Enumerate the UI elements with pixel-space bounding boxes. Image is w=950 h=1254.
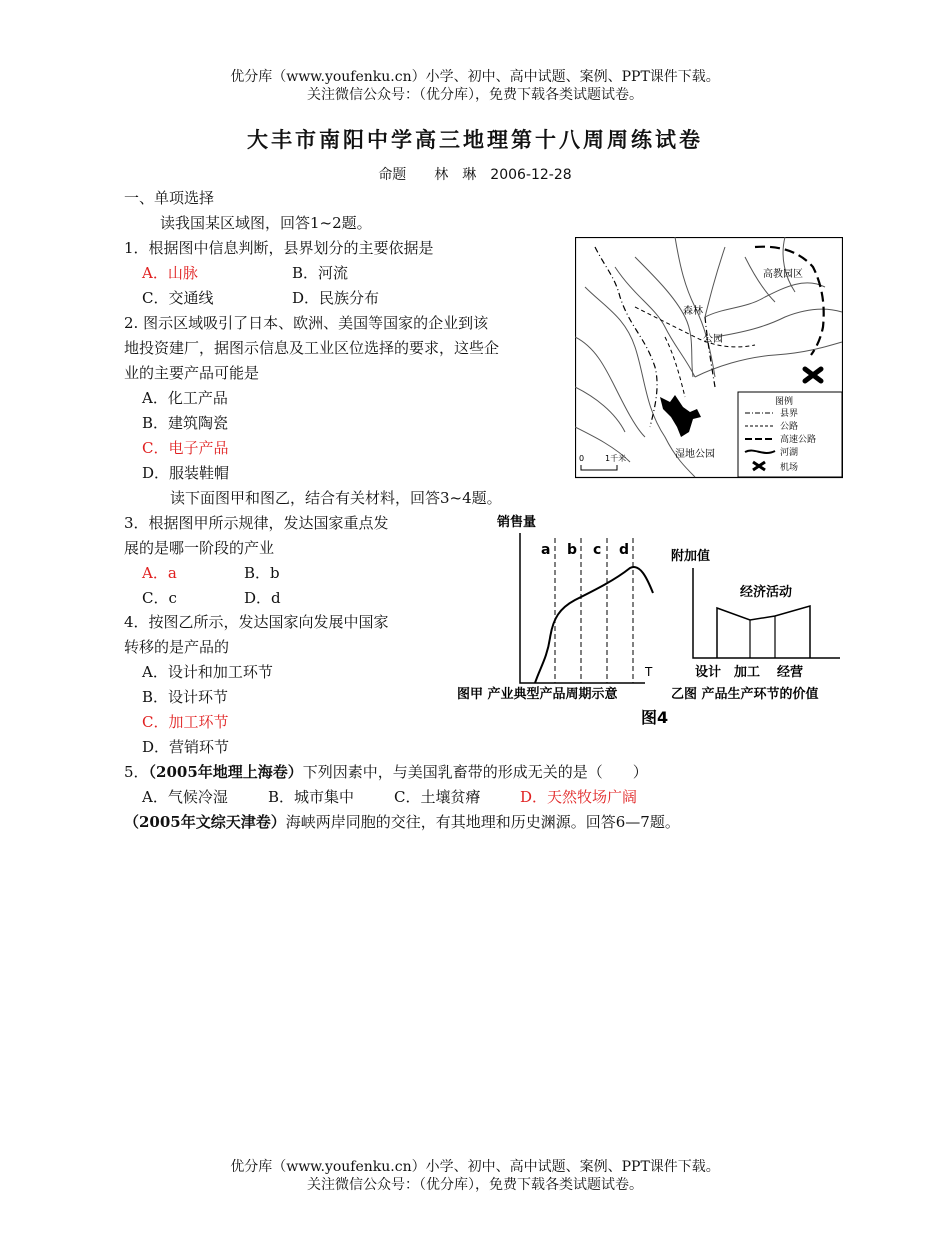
yi-dividers <box>750 616 775 658</box>
q2-stem-1: 2. 图示区域吸引了日本、欧洲、美国等国家的企业到该 <box>124 314 489 332</box>
jia-ylabel: 销售量 <box>497 515 537 530</box>
yi-axes <box>693 568 840 658</box>
q2-stem-2: 地投资建厂，据图示信息及工业区位选择的要求，这些企 <box>124 339 500 357</box>
q6-intro <box>124 812 680 832</box>
q1-stem: 1．根据图中信息判断，县界划分的主要依据是 <box>124 239 434 257</box>
footer-line-2: 关注微信公众号：（优分库），免费下载各类试题试卷。 <box>307 1177 643 1193</box>
byline: 命题 林 琳 2006-12-28 <box>378 167 572 183</box>
q6-source: （2005年文综天津卷） <box>124 813 286 831</box>
q5-stem <box>124 762 648 782</box>
q1-option-c: C．交通线 <box>142 289 214 307</box>
q3-stem-1: 3．根据图甲所示规律，发达国家重点发 <box>124 514 389 532</box>
q5-number: 5． <box>124 763 149 781</box>
legend-road: 公路 <box>780 422 799 432</box>
q1-option-d: D．民族分布 <box>292 289 380 307</box>
jia-caption: 图甲 产业典型产品周期示意 <box>457 687 618 702</box>
q4-option-d: D．营销环节 <box>142 738 230 756</box>
header-line-1: 优分库（www.youfenku.cn）小学、初中、高中试题、案例、PPT课件下载。 <box>230 69 720 85</box>
q6-text: 海峡两岸同胞的交往，有其地理和历史渊源。回答6—7题。 <box>285 813 680 831</box>
legend-river: 河湖 <box>780 448 799 458</box>
q2-stem-3: 业的主要产品可能是 <box>124 364 260 382</box>
q3-option-b: B．b <box>244 564 280 582</box>
intro-3-4: 读下面图甲和图乙，结合有关材料，回答3~4题。 <box>170 489 502 507</box>
jia-sales-curve <box>535 567 653 683</box>
header-line-2: 关注微信公众号：（优分库），免费下载各类试题试卷。 <box>307 87 643 103</box>
q1-option-a: A．山脉 <box>142 264 198 282</box>
jia-stage-label-c: c <box>593 542 602 558</box>
figure-title: 图4 <box>641 708 669 727</box>
q2-option-d: D．服装鞋帽 <box>142 464 230 482</box>
q2-option-b: B．建筑陶瓷 <box>142 414 229 432</box>
map-label-forest: 森林 <box>683 306 703 317</box>
yi-stage-labels <box>695 664 803 680</box>
figure-4 <box>455 508 845 733</box>
q3-option-a: A．a <box>142 564 177 582</box>
q2-option-a: A．化工产品 <box>142 389 228 407</box>
q3-option-c: C．c <box>142 589 177 607</box>
q5-option-a: A．气候冷湿 <box>142 788 228 806</box>
q5-option-c: C．土壤贫瘠 <box>394 788 481 806</box>
q5-option-d: D．天然牧场广阔 <box>520 788 638 806</box>
legend-county: 县界 <box>780 409 799 419</box>
q5-option-b: B．城市集中 <box>268 788 355 806</box>
region-map <box>575 237 843 479</box>
yi-annotation: 经济活动 <box>740 585 793 600</box>
intro-1-2: 读我国某区域图，回答1~2题。 <box>160 214 372 232</box>
yi-stage-label: 经营 <box>777 665 804 680</box>
footer-line-1: 优分库（www.youfenku.cn）小学、初中、高中试题、案例、PPT课件下载。 <box>230 1159 720 1175</box>
q1-option-b: B．河流 <box>292 264 349 282</box>
section-heading: 一、单项选择 <box>124 189 215 207</box>
jia-stage-lines <box>555 538 633 683</box>
jia-stage-label-a: a <box>541 542 551 558</box>
yi-caption: 乙图 产品生产环节的价值 <box>671 687 819 702</box>
map-label-park: 公园 <box>703 334 723 345</box>
legend-airport: 机场 <box>780 463 799 473</box>
map-scale-one: 1千米 <box>605 454 627 463</box>
q5-text: 下列因素中，与美国乳畜带的形成无关的是（ ） <box>302 763 648 781</box>
jia-stage-label-b: b <box>567 542 578 558</box>
map-scale-zero: 0 <box>579 454 585 463</box>
q4-stem-1: 4．按图乙所示，发达国家向发展中国家 <box>124 613 389 631</box>
q2-option-c: C．电子产品 <box>142 439 229 457</box>
page-title: 大丰市南阳中学高三地理第十八周周练试卷 <box>247 127 703 152</box>
yi-value-curve <box>717 606 810 658</box>
legend-title: 图例 <box>775 397 794 407</box>
yi-stage-label: 加工 <box>734 665 761 680</box>
jia-stage-labels <box>541 542 629 558</box>
q4-stem-2: 转移的是产品的 <box>124 638 230 656</box>
map-label-campus: 高教园区 <box>763 269 803 280</box>
q5-source: （2005年地理上海卷） <box>148 763 303 781</box>
jia-xlabel: T <box>645 665 653 679</box>
jia-stage-label-d: d <box>619 542 630 558</box>
yi-ylabel: 附加值 <box>671 549 711 564</box>
q3-stem-2: 展的是哪一阶段的产业 <box>124 539 275 557</box>
q4-option-b: B．设计环节 <box>142 688 229 706</box>
q3-option-d: D．d <box>244 589 281 607</box>
q4-option-a: A．设计和加工环节 <box>142 663 273 681</box>
q4-option-c: C．加工环节 <box>142 713 229 731</box>
map-label-wetland: 湿地公园 <box>675 449 715 460</box>
yi-stage-label: 设计 <box>695 665 722 680</box>
legend-highway: 高速公路 <box>780 435 817 445</box>
